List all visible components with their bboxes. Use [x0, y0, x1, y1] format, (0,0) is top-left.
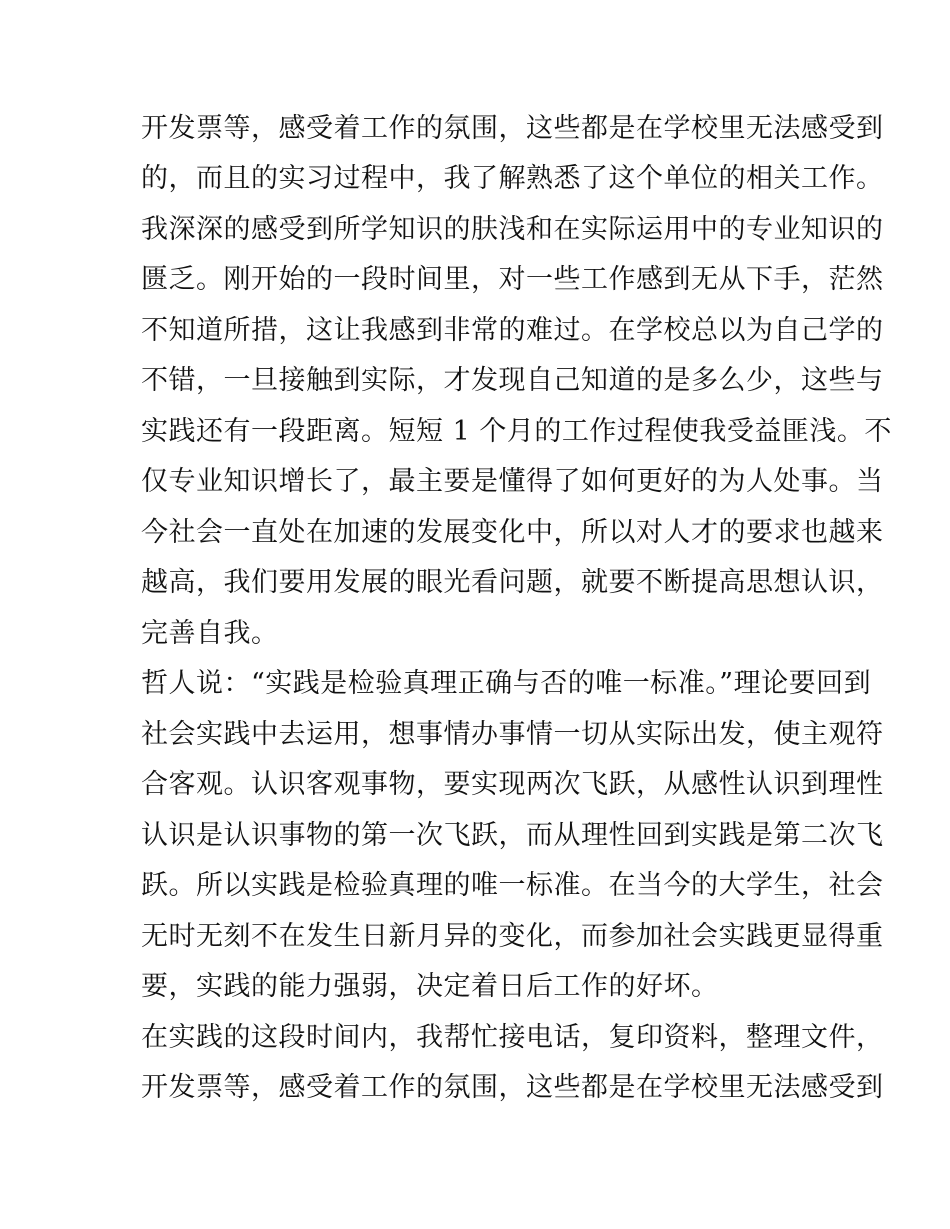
text-line: 无时无刻不在发生日新月异的变化，而参加社会实践更显得重: [141, 921, 884, 952]
text-line: 今社会一直处在加速的发展变化中，所以对人才的要求也越来: [141, 517, 884, 548]
text-line: 认识是认识事物的第一次飞跃，而从理性回到实践是第二次飞: [141, 820, 884, 851]
text-line: 不知道所措，这让我感到非常的难过。在学校总以为自己学的: [141, 315, 884, 346]
text-line: 要，实践的能力强弱，决定着日后工作的好坏。: [141, 971, 719, 1002]
text-line: 完善自我。: [141, 618, 279, 649]
text-line: 合客观。认识客观事物，要实现两次飞跃，从感性认识到理性: [141, 769, 884, 800]
text-line: 的，而且的实习过程中，我了解熟悉了这个单位的相关工作。: [141, 163, 884, 194]
text-line: 社会实践中去运用，想事情办事情一切从实际出发，使主观符: [141, 719, 884, 750]
text-line: 在实践的这段时间内，我帮忙接电话，复印资料，整理文件，: [141, 1022, 884, 1053]
text-line: 不错，一旦接触到实际，才发现自己知道的是多么少，这些与: [141, 365, 884, 396]
text-line: 匮乏。刚开始的一段时间里，对一些工作感到无从下手，茫然: [141, 264, 884, 295]
text-line: 我深深的感受到所学知识的肤浅和在实际运用中的专业知识的: [141, 214, 884, 245]
text-line: 实践还有一段距离。短短 1 个月的工作过程使我受益匪浅。不: [141, 416, 892, 447]
text-line: 开发票等，感受着工作的氛围，这些都是在学校里无法感受到: [141, 1072, 884, 1103]
text-line: 哲人说：“实践是检验真理正确与否的唯一标准。”理论要回到: [141, 668, 872, 699]
text-line: 仅专业知识增长了，最主要是懂得了如何更好的为人处事。当: [141, 466, 884, 497]
text-line: 越高，我们要用发展的眼光看问题，就要不断提高思想认识，: [141, 567, 884, 598]
text-line: 跃。所以实践是检验真理的唯一标准。在当今的大学生，社会: [141, 870, 884, 901]
text-line: 开发票等，感受着工作的氛围，这些都是在学校里无法感受到: [141, 113, 884, 144]
